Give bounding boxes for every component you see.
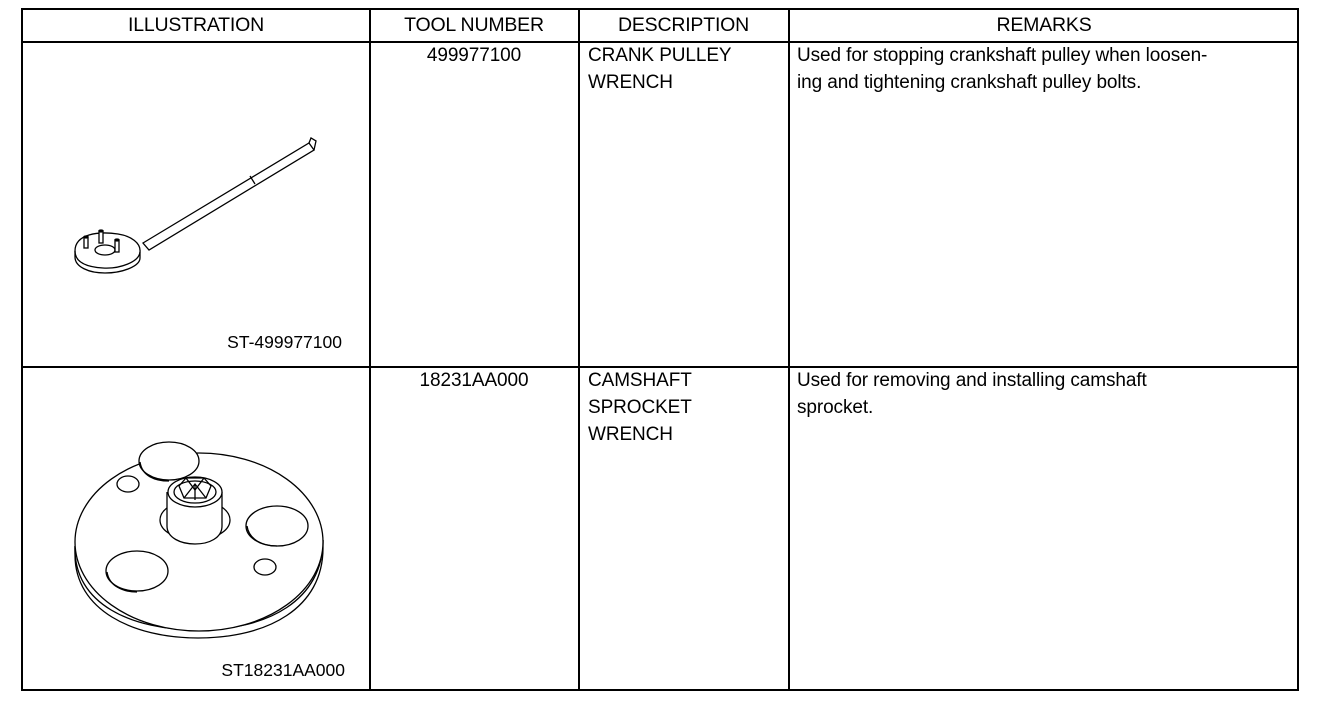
row1-remarks-line: ing and tightening crankshaft pulley bolts. (797, 72, 1142, 93)
row2-description (588, 367, 692, 448)
header-description: DESCRIPTION (617, 14, 750, 36)
row2-remarks-line: sprocket. (797, 397, 874, 418)
row1-illustration-code: ST-499977100 (227, 332, 342, 352)
row2-description-line: CAMSHAFT (588, 370, 692, 391)
row1-remarks (797, 42, 1207, 96)
column-divider (578, 10, 580, 689)
row1-description (588, 42, 731, 96)
column-divider (788, 10, 790, 689)
row2-description-line: SPROCKET (588, 397, 692, 418)
row1-description-line: CRANK PULLEY (588, 45, 732, 66)
column-divider (369, 10, 371, 689)
tool-table (21, 8, 1299, 691)
header-tool-number: TOOL NUMBER (404, 14, 544, 36)
row1-description-line: WRENCH (588, 72, 673, 93)
row2-remarks (797, 367, 1147, 421)
camshaft-sprocket-wrench-icon (23, 10, 369, 693)
row2-illustration-code: ST18231AA000 (221, 660, 345, 680)
row1-tool-number: 499977100 (426, 45, 522, 66)
header-remarks: REMARKS (996, 14, 1092, 36)
row2-tool-number: 18231AA000 (419, 370, 529, 391)
row2-remarks-line: Used for removing and installing camshaft (797, 370, 1147, 391)
row2-description-line: WRENCH (588, 424, 673, 445)
header-illustration: ILLUSTRATION (128, 14, 264, 36)
row1-remarks-line: Used for stopping crankshaft pulley when loosen- (797, 45, 1208, 66)
